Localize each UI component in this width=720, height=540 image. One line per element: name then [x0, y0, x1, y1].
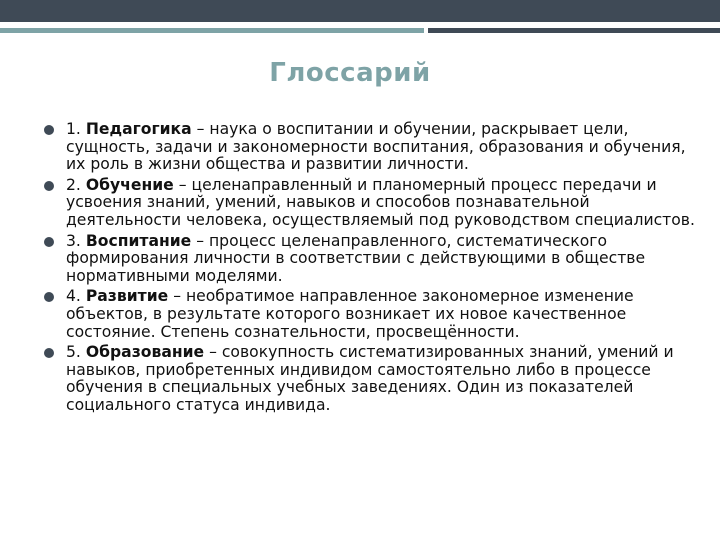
item-term: Образование: [85, 343, 205, 362]
glossary-list: [44, 121, 696, 418]
bullet-icon: [44, 348, 54, 358]
top-header-bar: [0, 0, 720, 22]
item-term: Развитие: [85, 287, 169, 306]
item-number: 3.: [66, 231, 81, 250]
bullet-icon: [44, 181, 54, 191]
bullet-icon: [44, 237, 54, 247]
item-term: Педагогика: [85, 120, 192, 138]
accent-line-right: [428, 28, 720, 33]
item-definition: – наука о воспитании и обучении, раскрывает цели, сущность, задачи и закономерности воспитания, образования и обучения, их роль в жизни общества и развитии личности.: [66, 120, 686, 174]
bullet-icon: [44, 125, 54, 135]
glossary-item-4: [44, 288, 696, 341]
item-definition: – совокупность систематизированных знаний, умений и навыков, приобретенных индивидом самостоятельно либо в процессе обучения в специальных учебных заведениях. Один из показателей социального статуса индивида.: [66, 343, 674, 414]
item-definition: – процесс целенаправленного, систематического формирования личности в соответствии с действующими в обществе нормативными моделями.: [66, 231, 646, 285]
item-definition: – целенаправленный и планомерный процесс передачи и усвоения знаний, умений, навыков и способов познавательной деятельности человека, осуществляемый под руководством специалистов.: [66, 175, 695, 229]
item-number: 2.: [66, 175, 81, 194]
glossary-item-1: [44, 121, 696, 174]
item-number: 5.: [66, 343, 81, 362]
item-definition: – необратимое направленное закономерное изменение объектов, в результате которого возникает их новое качественное состояние. Степень сознательности, просвещённости.: [66, 287, 634, 341]
item-number: 1.: [66, 120, 81, 138]
bullet-icon: [44, 292, 54, 302]
glossary-item-5: [44, 344, 696, 414]
item-term: Воспитание: [85, 231, 192, 250]
accent-line-left: [0, 28, 424, 33]
item-number: 4.: [66, 287, 81, 306]
glossary-item-2: [44, 177, 696, 230]
item-term: Обучение: [85, 175, 174, 194]
slide-title: Глоссарий: [269, 58, 431, 88]
glossary-item-3: [44, 233, 696, 286]
